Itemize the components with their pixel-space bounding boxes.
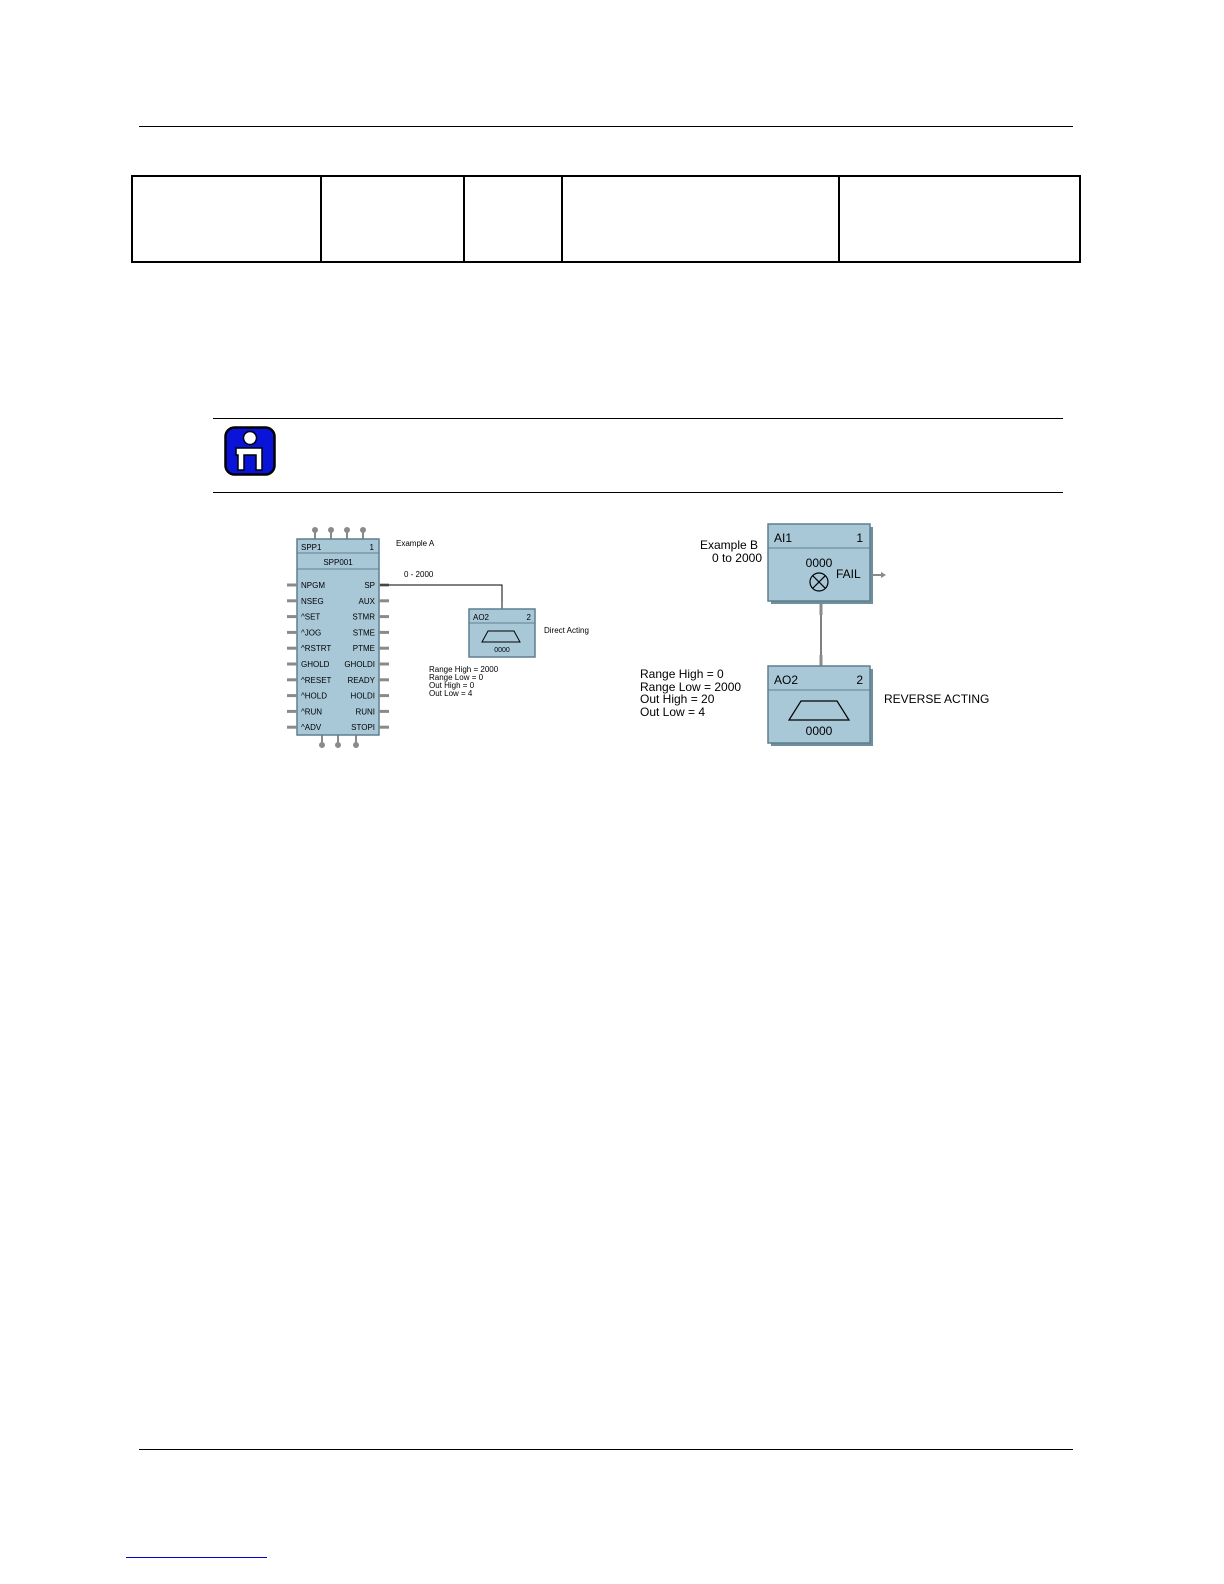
spp-block-name: SPP001 [323, 558, 353, 567]
spp-output-pin-label: AUX [358, 596, 375, 606]
example-b-param: Range Low = 2000 [640, 680, 742, 694]
example-a-param: Out High = 0 [429, 681, 475, 690]
example-a-wire [380, 585, 502, 601]
example-a-param: Range High = 2000 [429, 665, 499, 674]
spp-output-pin-label: SP [364, 581, 375, 590]
example-b-label: Example B [699, 538, 758, 552]
example-a-ao-note: Direct Acting [544, 626, 589, 635]
example-b-range-label: 0 to 2000 [711, 551, 762, 565]
ai1-block-tag: AI1 [774, 531, 793, 545]
spp-output-pin-label: STME [352, 628, 375, 638]
spp-input-pin-label: ^RESET [301, 675, 332, 685]
example-b-diagram [640, 524, 989, 746]
spp-output-pin-label: READY [347, 675, 375, 685]
ai1-fail-label: FAIL [836, 567, 861, 581]
ai1-block-num: 1 [856, 531, 863, 545]
example-a-ao-tag: AO2 [473, 613, 490, 622]
spp-top-pins [313, 528, 365, 539]
ai1-block-value: 0000 [805, 556, 833, 570]
example-b-ao-value: 0000 [805, 724, 833, 738]
spp-output-pin-label: HOLDI [350, 691, 375, 701]
spp-output-pin-label: GHOLDI [344, 660, 375, 669]
spp-input-pin-label: ^ADV [301, 723, 322, 733]
example-b-ao-num: 2 [856, 673, 863, 687]
spp-input-pin-label: ^RSTRT [301, 644, 332, 654]
example-b-ao-tag: AO2 [774, 673, 799, 687]
example-a-wire-label: 0 - 2000 [404, 570, 434, 579]
spp-input-pin-label: NPGM [301, 581, 325, 590]
example-a-param: Out Low = 4 [429, 689, 473, 698]
spp-input-pin-label: ^JOG [301, 628, 322, 638]
footnote-link-underline [126, 1557, 267, 1558]
spp-input-pin-label: ^SET [301, 612, 321, 622]
example-a-label: Example A [396, 539, 435, 548]
spp-output-pin-label: RUNI [355, 707, 375, 717]
spp-block-num: 1 [369, 543, 374, 552]
example-b-param: Range High = 0 [640, 667, 724, 681]
example-a-diagram [287, 528, 589, 747]
spp-block-tag: SPP1 [301, 543, 322, 552]
spp-bottom-pins [320, 735, 358, 747]
spp-input-pin-label: ^RUN [301, 707, 323, 717]
example-a-param: Range Low = 0 [429, 673, 484, 682]
spp-input-pin-label: NSEG [301, 596, 324, 606]
spp-input-pin-label: GHOLD [301, 660, 330, 669]
example-a-ao-num: 2 [526, 613, 531, 622]
spp-output-pin-label: STOPI [351, 723, 375, 733]
spp-output-pin-label: PTME [352, 644, 375, 654]
example-b-ao-note: REVERSE ACTING [884, 692, 990, 706]
spp-input-pin-label: ^HOLD [301, 691, 327, 701]
example-a-ao-value: 0000 [494, 647, 510, 654]
spp-output-pin-label: STMR [352, 612, 375, 622]
example-b-param: Out Low = 4 [640, 705, 706, 719]
example-b-param: Out High = 20 [640, 692, 715, 706]
